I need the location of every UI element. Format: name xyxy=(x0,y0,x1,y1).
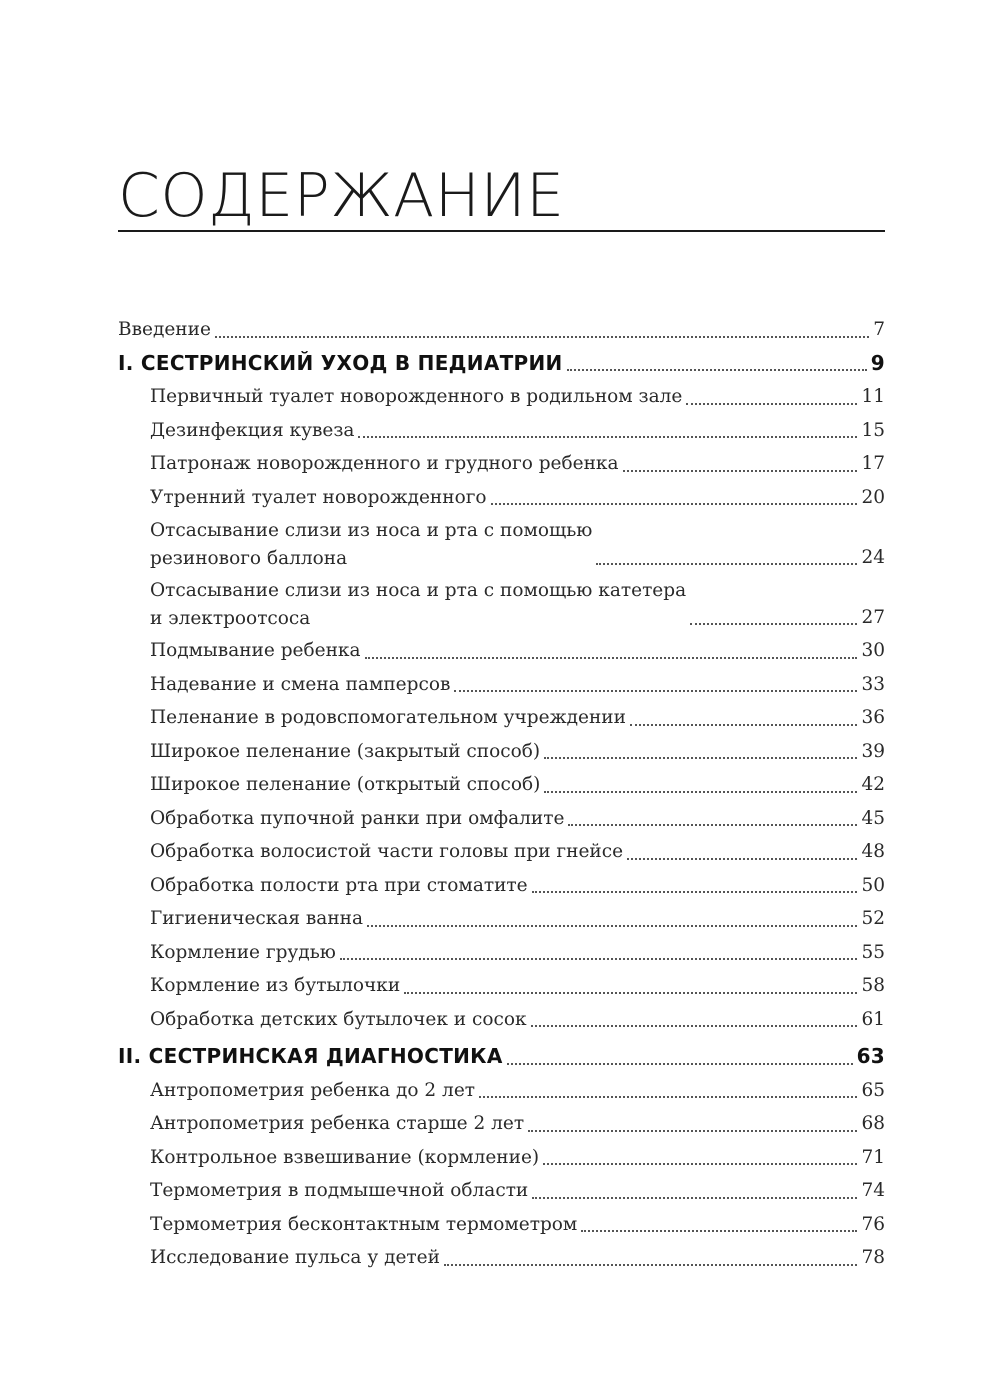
toc-entry-page: 11 xyxy=(861,386,885,407)
toc-entry-title: Первичный туалет новорожденного в родильном зале xyxy=(150,386,683,407)
table-of-contents xyxy=(118,313,885,1275)
toc-entry-title: Обработка волосистой части головы при гнейсе xyxy=(150,841,624,862)
toc-entry-page: 36 xyxy=(861,707,885,728)
toc-entry-title: Утренний туалет новорожденного xyxy=(150,486,487,508)
toc-entry-title: Дезинфекция кувеза xyxy=(150,419,355,441)
toc-entry-title xyxy=(150,574,686,634)
toc-entry-page: 15 xyxy=(861,419,885,441)
dot-leader xyxy=(686,403,857,405)
toc-entry[interactable] xyxy=(118,802,885,836)
dot-leader xyxy=(507,1063,853,1065)
dot-leader xyxy=(532,891,858,893)
toc-entry[interactable] xyxy=(118,936,885,970)
dot-leader xyxy=(623,470,858,472)
toc-entry[interactable] xyxy=(118,668,885,702)
toc-entry-page: 33 xyxy=(861,673,885,695)
toc-entry-title-line2: и электроотсоса xyxy=(150,608,311,629)
toc-entry-title: Исследование пульса у детей xyxy=(150,1247,440,1268)
dot-leader xyxy=(531,1025,858,1027)
toc-entry-title: Гигиеническая ванна xyxy=(150,908,364,929)
dot-leader xyxy=(358,436,857,438)
toc-entry[interactable] xyxy=(118,969,885,1003)
toc-entry-title: Антропометрия ребенка старше 2 лет xyxy=(150,1113,525,1134)
toc-entry[interactable] xyxy=(118,1174,885,1208)
toc-entry[interactable] xyxy=(118,1003,885,1037)
toc-entry-title: Широкое пеленание (открытый способ) xyxy=(150,774,541,795)
toc-entry-title: Патронаж новорожденного и грудного ребенка xyxy=(150,453,619,474)
dot-leader xyxy=(215,336,869,338)
toc-entry-page: 78 xyxy=(861,1247,885,1268)
toc-entry-title: Надевание и смена памперсов xyxy=(150,673,451,695)
dot-leader xyxy=(544,757,857,759)
dot-leader xyxy=(690,623,857,625)
toc-entry-title: Обработка полости рта при стоматите xyxy=(150,874,528,896)
toc-section-heading[interactable] xyxy=(118,347,885,381)
toc-entry-title: Кормление грудью xyxy=(150,941,336,963)
toc-entry-title: Кормление из бутылочки xyxy=(150,975,401,996)
toc-entry[interactable] xyxy=(118,902,885,936)
toc-entry-page: 48 xyxy=(861,841,885,862)
toc-entry-page: 45 xyxy=(861,807,885,829)
toc-section-title: II. СЕСТРИНСКАЯ ДИАГНОСТИКА xyxy=(118,1044,503,1068)
toc-entry[interactable] xyxy=(118,869,885,903)
dot-leader xyxy=(596,563,857,565)
toc-entry-page: 24 xyxy=(861,546,885,568)
toc-entry-title: Термометрия в подмышечной области xyxy=(150,1180,529,1201)
dot-leader xyxy=(454,690,857,692)
dot-leader xyxy=(568,824,857,826)
toc-entry-title: Введение xyxy=(118,319,211,340)
toc-entry[interactable] xyxy=(118,1141,885,1175)
toc-entry-title: Термометрия бесконтактным термометром xyxy=(150,1213,578,1235)
dot-leader xyxy=(479,1096,857,1098)
page-title: СОДЕРЖАНИЕ xyxy=(118,161,565,231)
toc-entry-title: Обработка пупочной ранки при омфалите xyxy=(150,807,565,829)
toc-entry-title: Антропометрия ребенка до 2 лет xyxy=(150,1079,475,1101)
dot-leader xyxy=(532,1197,857,1199)
toc-entry-title: Широкое пеленание (закрытый способ) xyxy=(150,740,541,762)
toc-entry[interactable] xyxy=(118,313,885,347)
toc-entry-page: 39 xyxy=(861,740,885,762)
toc-entry[interactable] xyxy=(118,1208,885,1242)
toc-entry-page: 63 xyxy=(856,1044,885,1068)
toc-entry[interactable] xyxy=(118,768,885,802)
dot-leader xyxy=(404,992,857,994)
toc-entry-title: Подмывание ребенка xyxy=(150,640,361,661)
toc-entry-page: 55 xyxy=(861,941,885,963)
toc-entry-page: 9 xyxy=(870,350,885,375)
toc-entry[interactable] xyxy=(118,481,885,515)
toc-section-heading[interactable] xyxy=(118,1040,885,1074)
dot-leader xyxy=(630,724,858,726)
toc-entry-page: 27 xyxy=(861,606,885,628)
toc-entry[interactable] xyxy=(118,514,885,574)
dot-leader xyxy=(544,791,857,793)
toc-entry[interactable] xyxy=(118,380,885,414)
toc-entry[interactable] xyxy=(118,1241,885,1275)
dot-leader xyxy=(543,1163,857,1165)
toc-entry-page: 76 xyxy=(861,1213,885,1235)
toc-entry-page: 17 xyxy=(861,453,885,474)
toc-entry[interactable] xyxy=(118,574,885,634)
toc-entry-page: 42 xyxy=(861,774,885,795)
toc-entry-title: Контрольное взвешивание (кормление) xyxy=(150,1146,540,1168)
toc-entry-title-line1: Отсасывание слизи из носа и рта с помощью катетера xyxy=(150,580,687,601)
toc-entry-page: 20 xyxy=(861,486,885,508)
toc-entry[interactable] xyxy=(118,701,885,735)
dot-leader xyxy=(365,657,858,659)
toc-section-title: I. СЕСТРИНСКИЙ УХОД В ПЕДИАТРИИ xyxy=(118,350,563,375)
dot-leader xyxy=(367,925,857,927)
toc-entry[interactable] xyxy=(118,1074,885,1108)
toc-entry[interactable] xyxy=(118,1107,885,1141)
toc-entry-page: 52 xyxy=(861,908,885,929)
toc-entry-page: 61 xyxy=(861,1008,885,1030)
toc-entry[interactable] xyxy=(118,634,885,668)
toc-entry-page: 50 xyxy=(861,874,885,896)
toc-entry[interactable] xyxy=(118,835,885,869)
toc-entry-title: Пеленание в родовспомогательном учреждении xyxy=(150,707,626,728)
toc-entry-page: 7 xyxy=(873,319,885,340)
dot-leader xyxy=(567,369,867,371)
toc-entry[interactable] xyxy=(118,735,885,769)
dot-leader xyxy=(581,1230,857,1232)
title-divider xyxy=(118,230,885,232)
toc-entry[interactable] xyxy=(118,447,885,481)
toc-entry-page: 58 xyxy=(861,975,885,996)
toc-entry-title-line1: Отсасывание слизи из носа и рта с помощью xyxy=(150,520,593,541)
toc-entry-page: 30 xyxy=(861,640,885,661)
dot-leader xyxy=(491,503,858,505)
toc-entry-page: 71 xyxy=(861,1146,885,1168)
toc-entry-page: 65 xyxy=(861,1079,885,1101)
toc-entry-page: 74 xyxy=(861,1180,885,1201)
toc-entry-title: Обработка детских бутылочек и сосок xyxy=(150,1008,527,1030)
toc-entry-page: 68 xyxy=(861,1113,885,1134)
dot-leader xyxy=(444,1264,858,1266)
dot-leader xyxy=(340,958,858,960)
toc-entry-title xyxy=(150,514,592,574)
toc-entry-title-line2: резинового баллона xyxy=(150,548,348,569)
dot-leader xyxy=(528,1130,857,1132)
dot-leader xyxy=(627,858,857,860)
toc-entry[interactable] xyxy=(118,414,885,448)
